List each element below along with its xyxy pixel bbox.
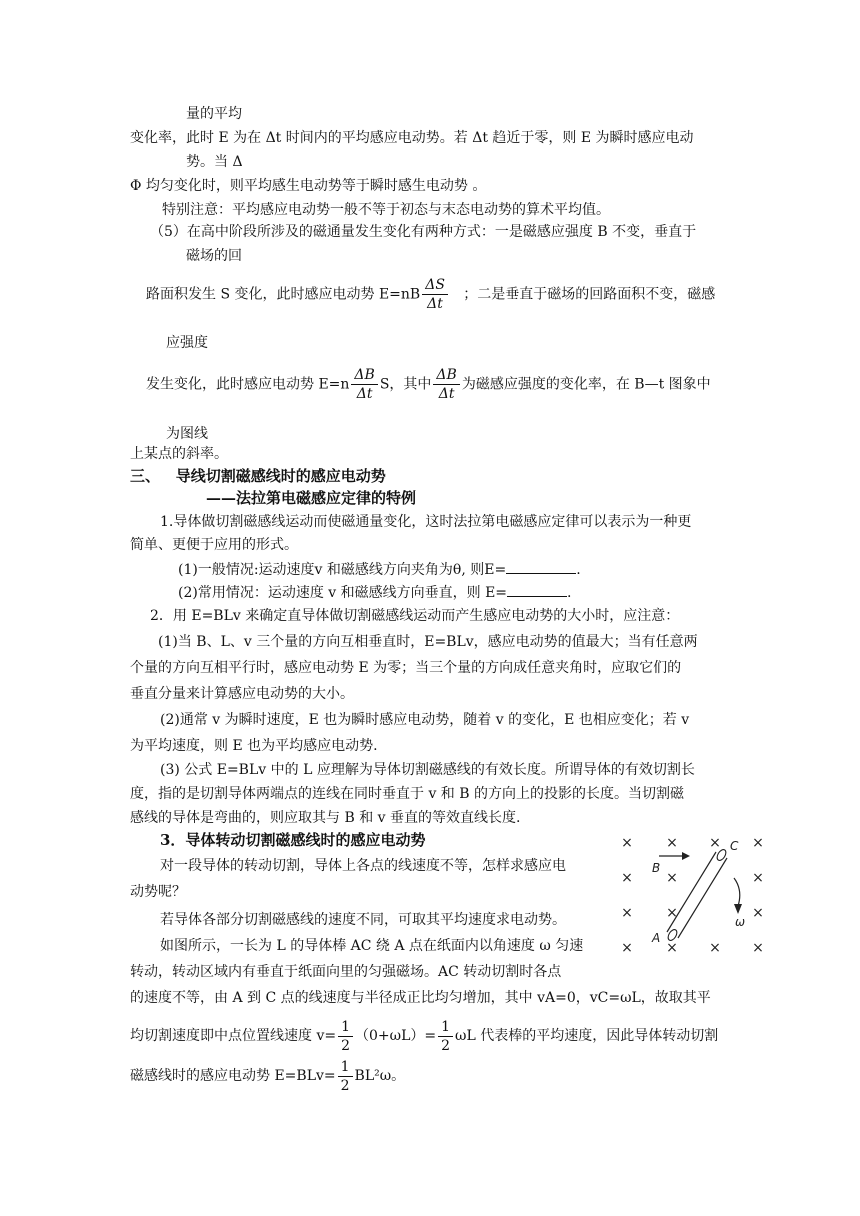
cross-mark: × (666, 870, 678, 886)
fraction-numerator: ΔS (422, 276, 448, 295)
text-segment: 路面积发生 S 变化，此时感应电动势 E=nB (146, 286, 421, 303)
section-subtitle: ——法拉第电磁感应定律的特例 (206, 489, 417, 507)
formula-line (146, 366, 711, 403)
cross-mark: × (709, 835, 721, 851)
field-crosses (621, 835, 764, 956)
formula-line (130, 1016, 718, 1056)
text-line: 对一段导体的转动切割，导体上各点的线速度不等，怎样求感应电 (160, 858, 566, 874)
field-direction-arrow (659, 852, 690, 860)
label-B: B (652, 861, 661, 875)
text-line: 特别注意：平均感应电动势一般不等于初态与末态电动势的算术平均值。 (162, 202, 610, 218)
fraction-half (438, 1018, 453, 1055)
cross-mark: × (621, 835, 633, 851)
formula-line (130, 1056, 405, 1096)
text-segment: （0+ωL）= (355, 1028, 437, 1044)
cross-mark: × (709, 940, 721, 956)
text-line: 上某点的斜率。 (130, 446, 228, 462)
text-segment: 均切割速度即中点位置线速度 v= (130, 1028, 337, 1044)
text-segment: 发生变化，此时感应电动势 E=n (146, 376, 350, 393)
fraction-denominator: 2 (441, 1037, 451, 1054)
text-line: （5）在高中阶段所涉及的磁通量发生变化有两种方式：一是磁感应强度 B 不变，垂直于 (150, 224, 697, 240)
answer-blank[interactable] (507, 582, 567, 597)
text-line: 如图所示，一长为 L 的导体棒 AC 绕 A 点在纸面内以角速度 ω 匀速 (160, 938, 584, 954)
text-line: 量的平均 (186, 106, 242, 122)
label-omega: ω (735, 915, 746, 929)
cross-mark: × (752, 905, 764, 921)
fraction-half (338, 1058, 353, 1095)
rotating-rod-figure (612, 828, 770, 960)
text-segment: S，其中 (379, 376, 432, 393)
cross-mark: × (666, 905, 678, 921)
text-line: 磁场的回 (186, 248, 242, 264)
text-line: 度，指的是切割导体两端点的连线在同时垂直于 v 和 B 的方向上的投影的长度。当切割磁 (130, 786, 684, 802)
answer-blank[interactable] (506, 559, 576, 574)
text-line: 变化率，此时 E 为在 Δt 时间内的平均感应电动势。若 Δt 趋近于零，则 E 为瞬时感应电动 (130, 130, 694, 146)
text-segment: (1)一般情况:运动速度v 和磁感线方向夹角为θ, 则E= (178, 562, 507, 578)
formula-line (146, 276, 715, 313)
blank-line: (2)常用情况：运动速度 v 和磁感线方向垂直，则 E= . (178, 582, 572, 603)
text-line: 的速度不等，由 A 到 C 点的线速度与半径成正比均匀增加，其中 vA=0，vC=ωL，故取其平 (130, 990, 711, 1006)
text-line: Φ 均匀变化时，则平均感生电动势等于瞬时感生电动势 。 (130, 178, 487, 194)
fraction-denominator: 2 (340, 1077, 350, 1094)
section-title: 导线切割磁感线时的感应电动势 (175, 467, 386, 485)
label-A: A (652, 931, 661, 945)
fraction-dB-dt (351, 366, 377, 403)
section-heading (130, 466, 386, 486)
text-line: 若导体各部分切割磁感线的速度不同，可取其平均速度求电动势。 (160, 912, 566, 928)
label-C: C (730, 839, 739, 853)
fraction-dS-dt (422, 276, 448, 313)
fraction-numerator: 1 (338, 1018, 353, 1037)
fraction-numerator: 1 (338, 1058, 353, 1077)
fraction-dB-dt-rate (433, 366, 459, 403)
fraction-numerator: ΔB (351, 366, 377, 385)
cross-mark: × (752, 940, 764, 956)
cross-mark: × (752, 870, 764, 886)
text-line: 简单、更便于应用的形式。 (130, 537, 298, 553)
text-segment: BL²ω。 (354, 1068, 406, 1084)
cross-mark: × (752, 835, 764, 851)
text-line: 2．用 E=BLv 来确定直导体做切割磁感线运动而产生感应电动势的大小时，应注意： (150, 608, 680, 624)
text-line: (1)当 B、L、v 三个量的方向互相垂直时，E=BLv，感应电动势的值最大；当有任意两 (158, 634, 698, 650)
text-line: 动势呢？ (130, 884, 186, 900)
text-segment: 为磁感应强度的变化率，在 B—t 图象中 (461, 376, 711, 393)
cross-mark: × (621, 870, 633, 886)
text-segment: 磁感线时的感应电动势 E=BLv= (130, 1068, 336, 1084)
text-line: 垂直分量来计算感应电动势的大小。 (130, 686, 354, 702)
rotation-arrow (734, 878, 742, 914)
fraction-denominator: Δt (438, 386, 455, 402)
text-line: 应强度 (166, 335, 208, 351)
text-segment: ωL 代表棒的平均速度，因此导体转动切割 (455, 1028, 719, 1044)
subsection-heading: 3．导体转动切割磁感线时的感应电动势 (160, 831, 426, 849)
fraction-numerator: ΔB (433, 366, 459, 385)
text-line: 为图线 (166, 426, 208, 442)
blank-line: (1)一般情况:运动速度v 和磁感线方向夹角为θ, 则E= . (178, 559, 581, 580)
text-segment: (2)常用情况：运动速度 v 和磁感线方向垂直，则 E= (178, 585, 508, 601)
fraction-denominator: Δt (427, 296, 443, 312)
text-line: 势。当 Δ (186, 154, 243, 170)
cross-mark: × (666, 940, 678, 956)
fraction-denominator: Δt (356, 386, 373, 402)
text-line: 个量的方向互相平行时，感应电动势 E 为零；当三个量的方向成任意夹角时，应取它们的 (130, 660, 682, 676)
section-number: 三、 (130, 467, 161, 485)
text-line: (2)通常 v 为瞬时速度，E 也为瞬时感应电动势，随着 v 的变化，E 也相应变化；若 v (160, 712, 690, 728)
text-segment: ；二是垂直于磁场的回路面积不变，磁感 (463, 286, 716, 303)
conducting-rod (666, 848, 727, 942)
text-line: 感线的导体是弯曲的，则应取其与 B 和 v 垂直的等效直线长度. (130, 810, 521, 826)
cross-mark: × (666, 835, 678, 851)
cross-mark: × (621, 940, 633, 956)
fraction-numerator: 1 (438, 1018, 453, 1037)
text-line: (3) 公式 E=BLv 中的 L 应理解为导体切割磁感线的有效长度。所谓导体的有效切割长 (160, 762, 695, 778)
text-line: 转动，转动区域内有垂直于纸面向里的匀强磁场。AC 转动切割时各点 (130, 964, 562, 980)
fraction-half (338, 1018, 353, 1055)
cross-mark: × (621, 905, 633, 921)
fraction-denominator: 2 (341, 1037, 351, 1054)
text-line: 1.导体做切割磁感线运动而使磁通量变化，这时法拉第电磁感应定律可以表示为一种更 (160, 514, 692, 530)
text-line: 为平均速度，则 E 也为平均感应电动势. (130, 738, 378, 754)
